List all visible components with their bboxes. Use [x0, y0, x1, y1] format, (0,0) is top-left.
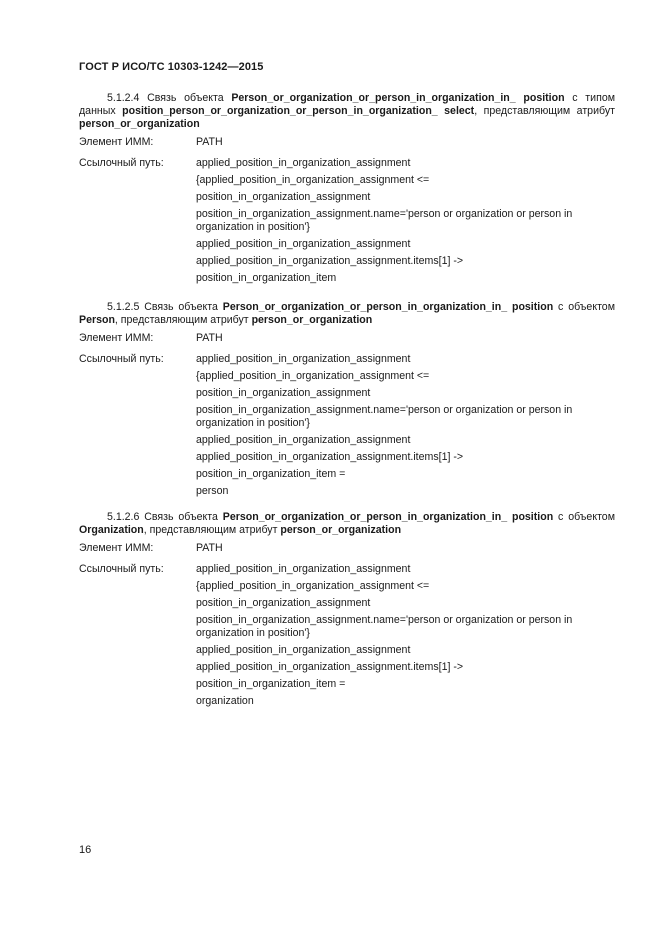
ref-path-label: Ссылочный путь:: [79, 353, 164, 365]
ref-path-row: [79, 563, 615, 708]
aim-element-label: Элемент ИММ:: [79, 542, 154, 554]
ref-path-line: position_in_organization_assignment.name='person or organization or person in organization in position'}: [196, 614, 573, 639]
ref-path-line: position_in_organization_assignment.name='person or organization or person in organization in position'}: [196, 208, 573, 233]
ref-path-line: position_in_organization_assignment: [196, 387, 371, 399]
ref-path-line: applied_position_in_organization_assignment: [196, 353, 411, 365]
ref-path-row: [79, 353, 615, 498]
intro-text: с типом данных: [79, 92, 615, 117]
ref-path-line: applied_position_in_organization_assignment.items[1] ->: [196, 661, 464, 673]
section-5-1-2-4: [79, 92, 615, 289]
intro-text: , представляющим атрибут: [114, 314, 252, 326]
section-intro: [79, 511, 615, 537]
entity-name: Person_or_organization_or_person_in_organization_in_ position: [231, 92, 565, 104]
section-5-1-2-5: [79, 301, 615, 502]
ref-path-row: [79, 157, 615, 285]
intro-text: Связь объекта: [139, 511, 223, 523]
ref-path-line: {applied_position_in_organization_assignment <=: [196, 370, 430, 382]
target-name: Person: [79, 314, 115, 326]
ref-path-line: position_in_organization_assignment: [196, 597, 371, 609]
ref-path-line: position_in_organization_item =: [196, 678, 346, 690]
ref-path-line: organization: [196, 695, 254, 707]
ref-path-lines: [196, 563, 615, 708]
ref-path-label: Ссылочный путь:: [79, 157, 164, 169]
target-name: Organization: [79, 524, 144, 536]
page-number: 16: [79, 844, 92, 856]
ref-path-line: position_in_organization_item =: [196, 468, 346, 480]
ref-path-line: applied_position_in_organization_assignment.items[1] ->: [196, 451, 464, 463]
ref-path-line: applied_position_in_organization_assignment: [196, 157, 411, 169]
aim-element-value: PATH: [196, 136, 223, 148]
intro-text: с объектом: [553, 301, 615, 313]
intro-text: с объектом: [553, 511, 615, 523]
ref-path-lines: [196, 157, 615, 285]
intro-text: Связь объекта: [139, 301, 223, 313]
aim-element-row: [79, 136, 615, 149]
aim-element-label: Элемент ИММ:: [79, 136, 154, 148]
aim-element-value: PATH: [196, 332, 223, 344]
attribute-name: person_or_organization: [280, 524, 402, 536]
attribute-name: person_or_organization: [251, 314, 373, 326]
ref-path-line: applied_position_in_organization_assignment: [196, 238, 411, 250]
ref-path-line: person: [196, 485, 229, 497]
aim-element-row: [79, 332, 615, 345]
ref-path-line: position_in_organization_assignment: [196, 191, 371, 203]
entity-name: Person_or_organization_or_person_in_organization_in_ position: [222, 511, 554, 523]
section-intro: [79, 92, 615, 131]
section-intro: [79, 301, 615, 327]
ref-path-line: applied_position_in_organization_assignment: [196, 644, 411, 656]
section-number: 5.1.2.4: [107, 92, 140, 104]
ref-path-line: position_in_organization_assignment.name='person or organization or person in organization in position'}: [196, 404, 573, 429]
intro-text: Связь объекта: [139, 92, 232, 104]
aim-element-value: PATH: [196, 542, 223, 554]
ref-path-line: position_in_organization_item: [196, 272, 337, 284]
document-header: ГОСТ Р ИСО/ТС 10303-1242—2015: [79, 61, 264, 73]
ref-path-label: Ссылочный путь:: [79, 563, 164, 575]
ref-path-line: applied_position_in_organization_assignment: [196, 434, 411, 446]
ref-path-line: {applied_position_in_organization_assignment <=: [196, 580, 430, 592]
entity-name: Person_or_organization_or_person_in_organization_in_ position: [222, 301, 554, 313]
ref-path-lines: [196, 353, 615, 498]
target-name: position_person_or_organization_or_person_in_organization_ select: [122, 105, 475, 117]
aim-element-row: [79, 542, 615, 555]
ref-path-line: applied_position_in_organization_assignment.items[1] ->: [196, 255, 464, 267]
intro-text: , представляющим атрибут: [143, 524, 281, 536]
ref-path-line: applied_position_in_organization_assignment: [196, 563, 411, 575]
section-number: 5.1.2.5: [107, 301, 140, 313]
ref-path-line: {applied_position_in_organization_assignment <=: [196, 174, 430, 186]
intro-text: , представляющим атрибут: [474, 105, 615, 117]
aim-element-label: Элемент ИММ:: [79, 332, 154, 344]
section-number: 5.1.2.6: [107, 511, 140, 523]
attribute-name: person_or_organization: [79, 118, 200, 130]
section-5-1-2-6: [79, 511, 615, 712]
